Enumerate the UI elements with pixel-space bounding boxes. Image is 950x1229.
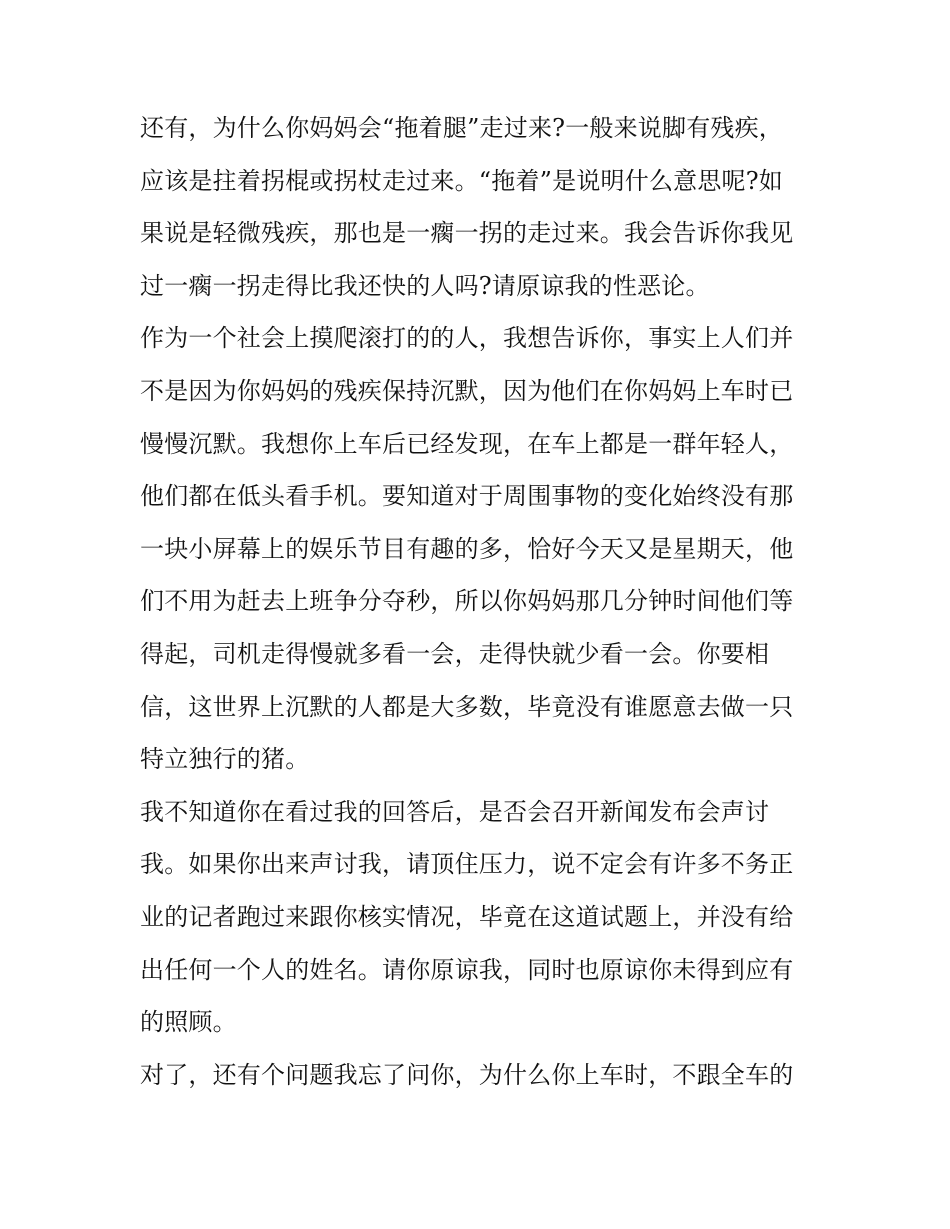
text-line: 应该是拄着拐棍或拐杖走过来。“拖着”是说明什么意思呢?如 xyxy=(140,166,784,195)
text-line: 的照顾。 xyxy=(140,1008,237,1037)
text-line: 一块小屏幕上的娱乐节目有趣的多，恰好今天又是星期天，他 xyxy=(140,534,794,563)
body-text xyxy=(140,102,815,1101)
text-line: 对了，还有个问题我忘了问你，为什么你上车时，不跟全车的 xyxy=(140,1060,794,1089)
text-line: 业的记者跑过来跟你核实情况，毕竟在这道试题上，并没有给 xyxy=(140,902,794,931)
text-line: 不是因为你妈妈的残疾保持沉默，因为他们在你妈妈上车时已 xyxy=(140,376,794,405)
text-line: 作为一个社会上摸爬滚打的的人，我想告诉你，事实上人们并 xyxy=(140,324,794,353)
text-line: 我不知道你在看过我的回答后，是否会召开新闻发布会声讨 xyxy=(140,797,770,826)
text-line: 过一瘸一拐走得比我还快的人吗?请原谅我的性恶论。 xyxy=(140,271,710,300)
text-line: 们不用为赶去上班争分夺秒，所以你妈妈那几分钟时间他们等 xyxy=(140,587,794,616)
text-line: 我。如果你出来声讨我，请顶住压力，说不定会有许多不务正 xyxy=(140,850,794,879)
text-line: 特立独行的猪。 xyxy=(140,745,310,774)
text-line: 还有，为什么你妈妈会“拖着腿”走过来?一般来说脚有残疾， xyxy=(140,114,784,142)
text-line: 慢慢沉默。我想你上车后已经发现，在车上都是一群年轻人， xyxy=(140,429,794,458)
text-line: 信，这世界上沉默的人都是大多数，毕竟没有谁愿意去做一只 xyxy=(140,692,794,721)
text-line: 他们都在低头看手机。要知道对于周围事物的变化始终没有那 xyxy=(140,482,794,511)
text-line: 出任何一个人的姓名。请你原谅我，同时也原谅你未得到应有 xyxy=(140,955,794,984)
text-line: 果说是轻微残疾，那也是一瘸一拐的走过来。我会告诉你我见 xyxy=(140,219,794,248)
text-line: 得起，司机走得慢就多看一会，走得快就少看一会。你要相 xyxy=(140,639,770,668)
